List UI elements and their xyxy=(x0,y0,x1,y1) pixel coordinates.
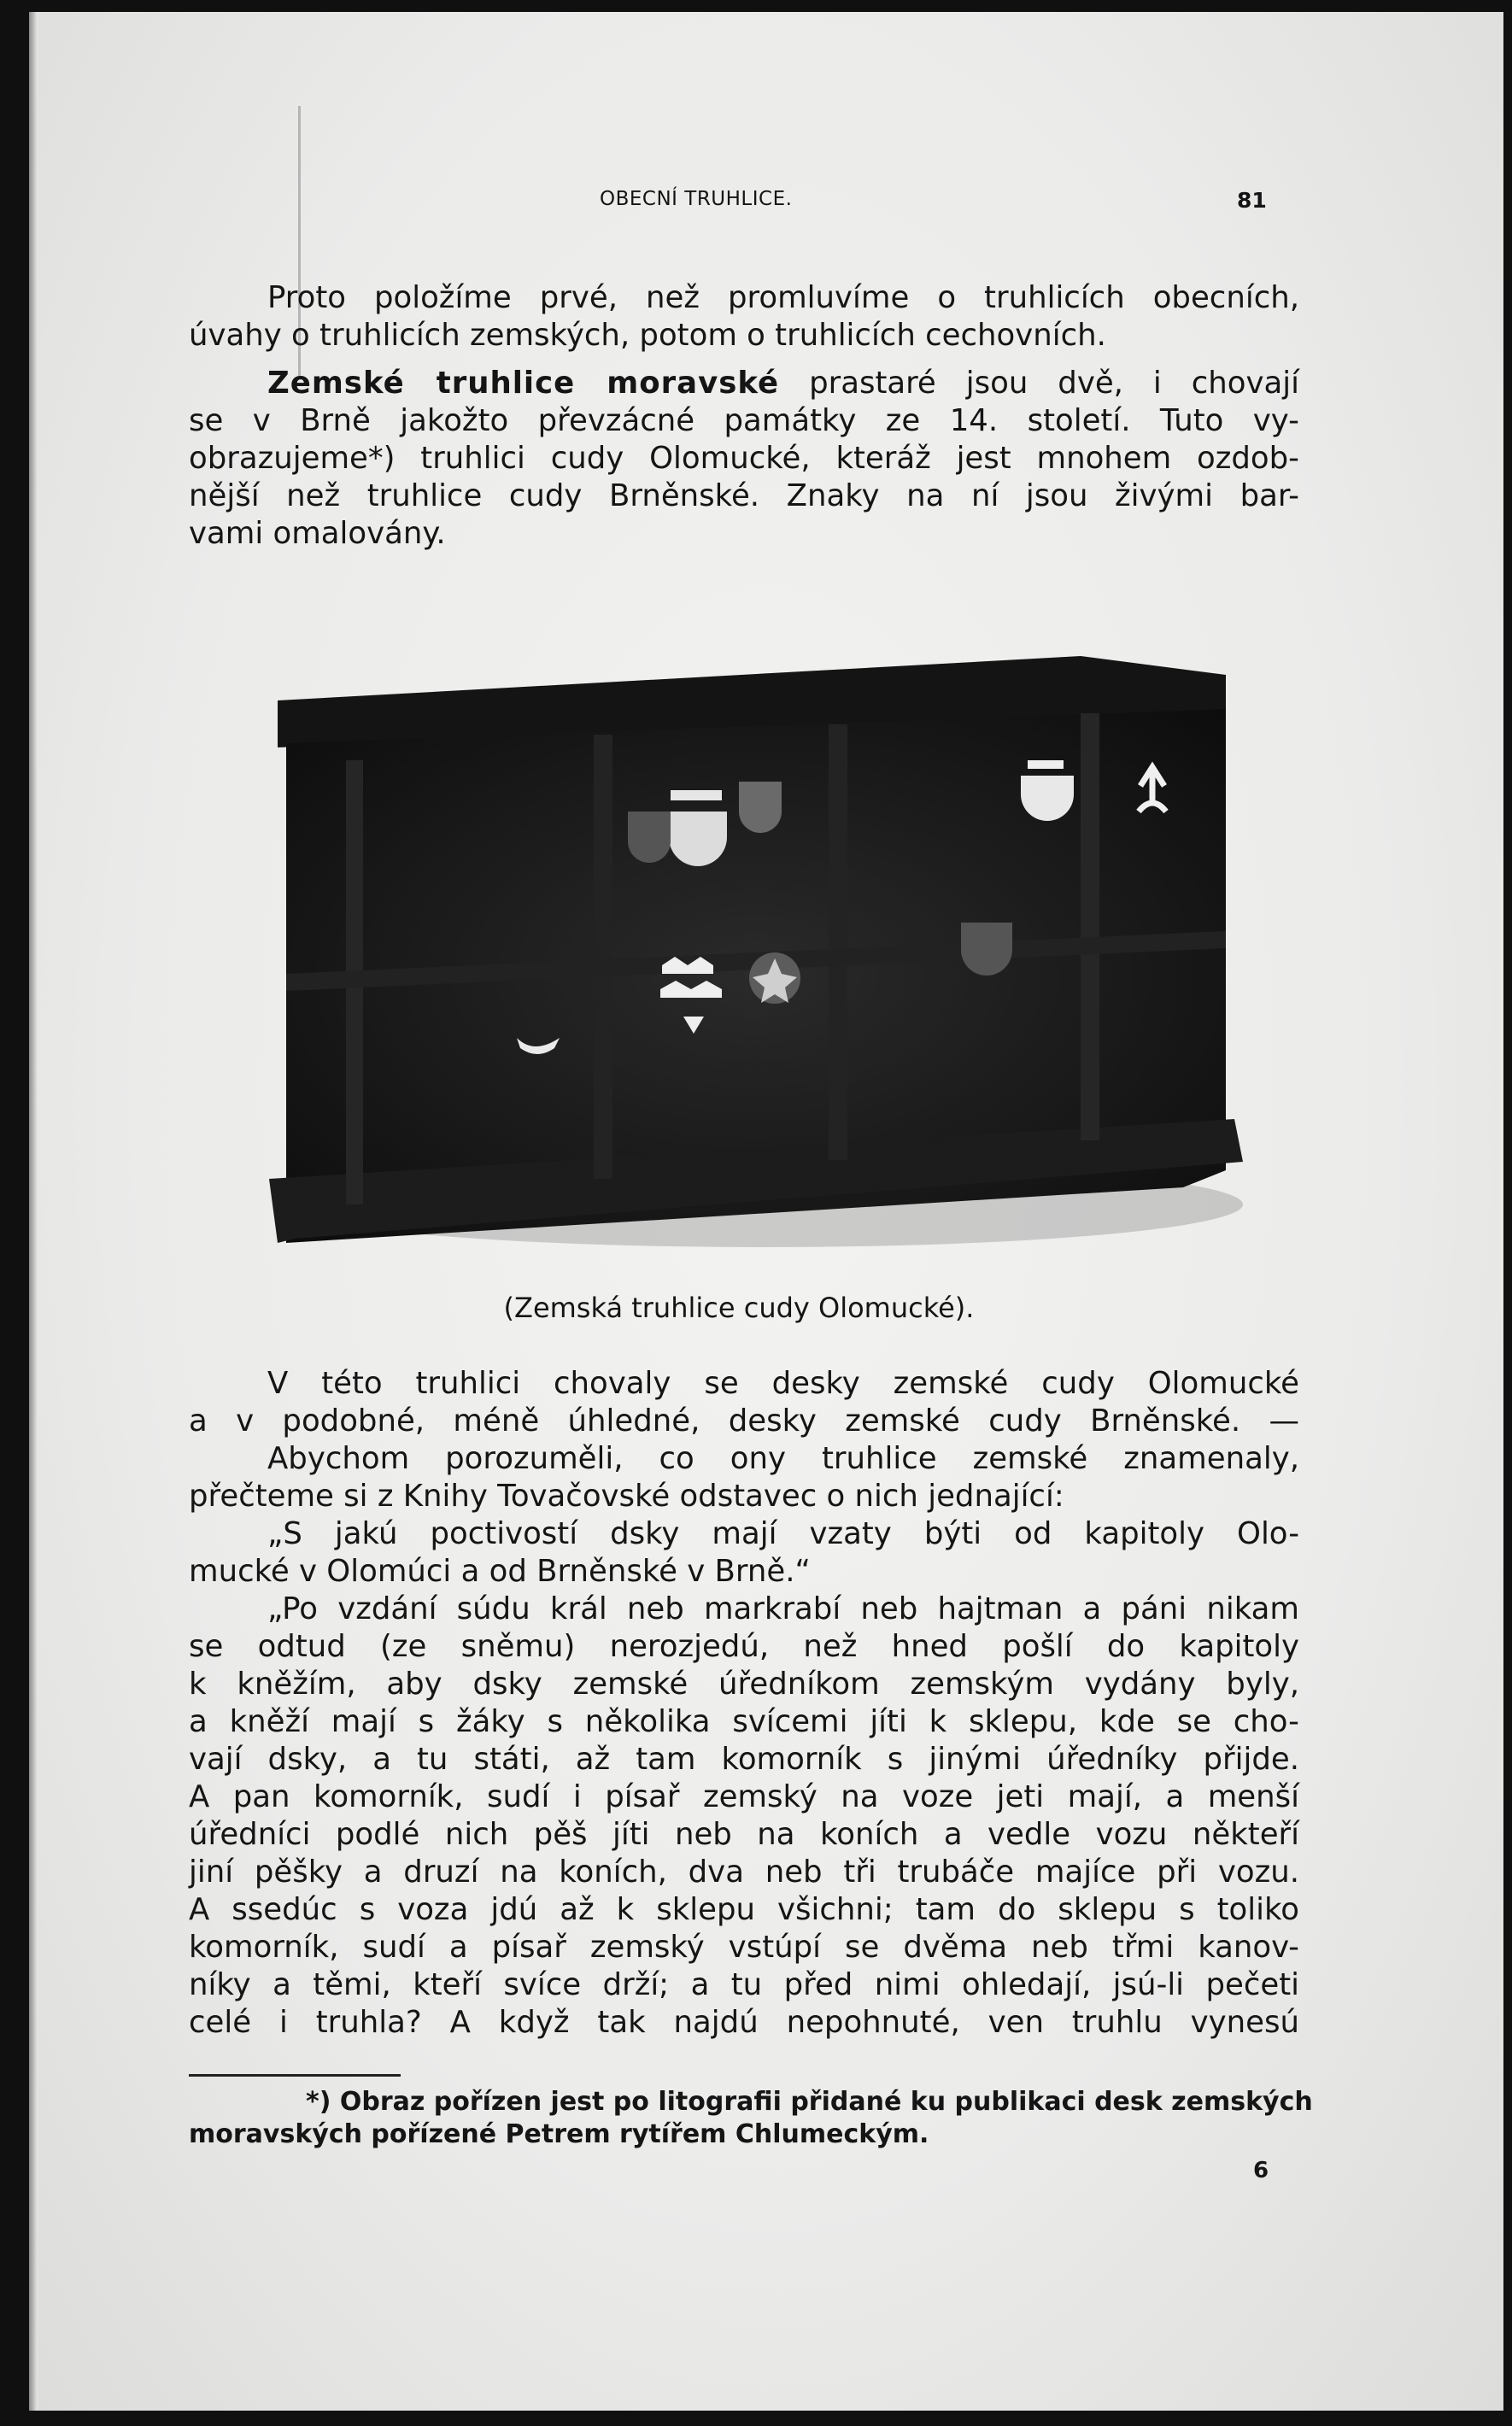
text-line: k kněžím, aby dsky zemské úředníkom zemským vydány byly, xyxy=(189,1667,1299,1702)
text-line: *) Obraz pořízen jest po litografii přidané ku publikaci desk zemských xyxy=(306,2087,1313,2117)
iron-band xyxy=(1081,713,1099,1140)
text-line: moravských pořízené Petrem rytířem Chlumeckým. xyxy=(189,2119,929,2149)
text-line: obrazujeme*) truhlici cudy Olomucké, kteráž jest mnohem ozdob- xyxy=(189,441,1299,476)
running-title: OBECNÍ TRUHLICE. xyxy=(600,188,793,210)
text-line: se odtud (ze sněmu) nerozjedú, než hned pošlí do kapitoly xyxy=(189,1629,1299,1664)
text-line: úvahy o truhlicích zemských, potom o truhlicích cechovních. xyxy=(189,318,1106,353)
text-line: Proto položíme prvé, než promluvíme o truhlicích obecních, xyxy=(267,280,1299,315)
text-line: nější než truhlice cudy Brněnské. Znaky na ní jsou živými bar- xyxy=(189,478,1299,513)
body-paragraphs xyxy=(189,1365,1299,2042)
text-line: jiní pěšky a druzí na koních, dva neb tři trubáče majíce při vozu. xyxy=(189,1855,1299,1890)
text-line: A ssedúc s voza jdú až k sklepu všichni; tam do sklepu s toliko xyxy=(189,1892,1299,1927)
chest-photograph xyxy=(261,641,1243,1256)
text-line: přečteme si z Knihy Tovačovské odstavec o nich jednající: xyxy=(189,1479,1064,1514)
text-line: vají dsky, a tu státi, až tam komorník s jinými úředníky přijde. xyxy=(189,1742,1299,1777)
text-line xyxy=(189,365,1299,402)
text-line: a v podobné, méně úhledné, desky zemské cudy Brněnské. — xyxy=(189,1403,1299,1439)
text-line: úředníci podlé nich pěš jíti neb na koních a vedle vozu někteří xyxy=(189,1817,1299,1852)
page-gutter-shadow xyxy=(29,12,38,2411)
text-line: „S jakú poctivostí dsky mají vzaty býti od kapitoly Olo- xyxy=(267,1516,1299,1551)
text-line: „Po vzdání súdu král neb markrabí neb hajtman a páni nikam xyxy=(267,1591,1299,1626)
iron-band xyxy=(594,735,612,1179)
footnote-rule xyxy=(189,2074,401,2077)
text-line: a kněží mají s žáky s několika svícemi jíti k sklepu, kde se cho- xyxy=(189,1704,1299,1739)
text-line: A pan komorník, sudí i písař zemský na voze jeti mají, a menší xyxy=(189,1779,1299,1814)
text-line: vami omalovány. xyxy=(189,516,446,551)
text-line: níky a těmi, kteří svíce drží; a tu před nimi ohledají, jsú-li pečeti xyxy=(189,1967,1299,2002)
text-line: celé i truhla? A když tak najdú nepohnuté, ven truhlu vynesú xyxy=(189,2005,1299,2040)
iron-band xyxy=(829,724,847,1160)
text-line: mucké v Olomúci a od Brněnské v Brně.“ xyxy=(189,1554,811,1589)
zemske-truhlice-paragraph xyxy=(189,365,1299,553)
text-run: prastaré jsou dvě, i chovají xyxy=(779,366,1299,401)
coat-of-arms xyxy=(961,923,1012,976)
text-line: V této truhlici chovaly se desky zemské cudy Olomucké xyxy=(267,1366,1299,1401)
text-line: komorník, sudí a písař zemský vstúpí se dvěma neb třmi kanov- xyxy=(189,1930,1299,1965)
text-line: se v Brně jakožto převzácné památky ze 14. století. Tuto vy- xyxy=(189,403,1299,438)
emphasis-term: Zemské truhlice moravské xyxy=(267,366,780,401)
intro-paragraph xyxy=(189,279,1299,355)
coat-of-arms xyxy=(749,952,800,1004)
footnote xyxy=(189,2086,1313,2151)
signature-mark: 6 xyxy=(1253,2158,1269,2183)
figure-caption: (Zemská truhlice cudy Olomucké). xyxy=(503,1292,975,1324)
text-line: Abychom porozuměli, co ony truhlice zemské znamenaly, xyxy=(267,1441,1299,1476)
page-number: 81 xyxy=(1237,188,1267,213)
